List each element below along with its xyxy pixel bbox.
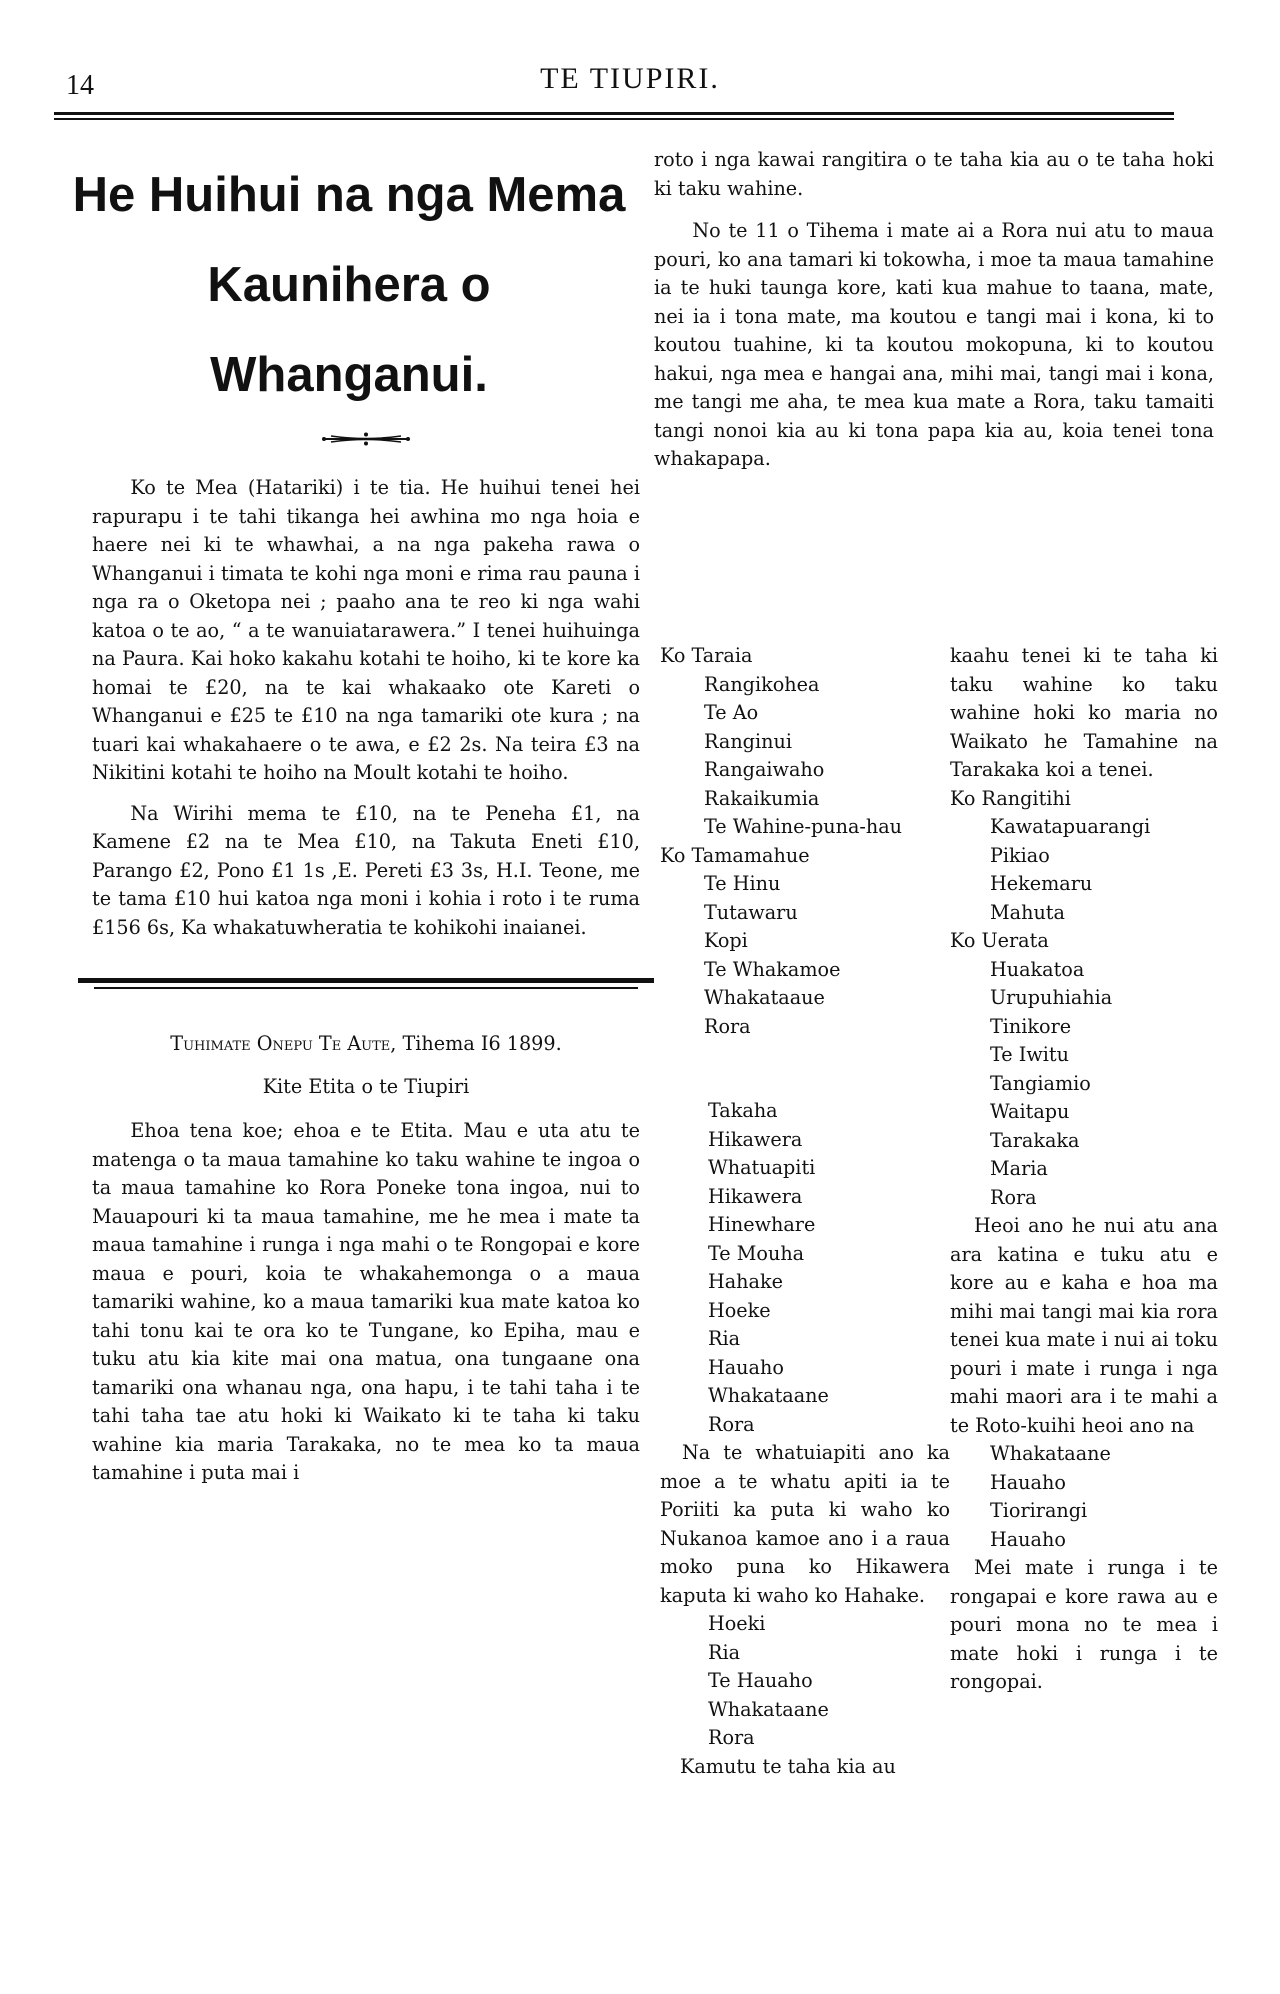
genealogy-entry: Rora <box>708 1412 755 1436</box>
genealogy-list <box>660 1097 950 1439</box>
genealogy-note: Na te whatuiapiti ano ka moe a te whatu apiti ia te Poriiti ka puta ki waho ko Nukanoa kamoe ano i a raua moko puna ko Hikawera kaputa ki waho ko Hahake. <box>660 1441 950 1607</box>
genealogy-entry: Maria <box>990 1157 1048 1180</box>
genealogy-entry: Te Hauaho <box>708 1669 813 1692</box>
letter-paragraph: No te 11 o Tihema i mate ai a Rora nui atu to maua pouri, ko ana tamari ki tokowha, i moe ta maua tamahine ia te huki taunga kore, kati kua mahue to taana, mate, nei ia i tona mate, ma koutou e tangi mai i kona, ki to koutou tuahine, ki ta koutou mokopuna, ki to koutou hakui, nga mea e hangai ana, mihi mai, tangi mai i kona, me tangi me aha, te mea kua mate a Rora, taku tamaiti tangi nonoi kia au ki tona papa kia au, koia tenei tona whakapapa. <box>654 219 1214 470</box>
genealogy-entry: Tinikore <box>990 1014 1072 1038</box>
genealogy-entry: Hikawera <box>708 1127 803 1151</box>
genealogy-entry: Te Hinu <box>704 872 781 895</box>
running-head: TE TIUPIRI. <box>540 62 720 95</box>
genealogy-close: Kamutu te taha kia au <box>680 1754 896 1778</box>
genealogy-entry: Whakataane <box>990 1442 1111 1465</box>
genealogy-entry: Rangaiwaho <box>704 758 825 781</box>
genealogy-list <box>660 1610 950 1753</box>
genealogy-entry: Whakataane <box>708 1384 829 1407</box>
genealogy-entry: Te Ao <box>704 701 759 724</box>
genealogy-entry: Hauaho <box>990 1527 1066 1551</box>
genealogy-entry: Rakaikumia <box>704 786 820 810</box>
genealogy-note: kaahu tenei ki te taha ki taku wahine ko taku wahine hoki ko maria no Waikato he Tamahine na Tarakaka koi a tenei. <box>950 644 1218 781</box>
genealogy-column-right <box>950 642 1218 1697</box>
genealogy-list <box>950 956 1218 1213</box>
genealogy-entry: Rangikohea <box>704 672 820 696</box>
article-paragraph: Ko te Mea (Hatariki) i te tia. He huihui tenei hei rapurapu i te tahi tikanga hei awhina mo nga hoia e haere nei ki te whawhai, a na nga pakeha rawa o Whanganui i timata te kohi nga moni e rima rau pauna i nga ra o Oketopa nei ; paaho ana te reo ki nga wahi katoa o te ao, “ a te wanuiatarawera.” I tenei huihuinga na Paura. Kai hoko kakahu kotahi te hoiho, ki te kore ka homai te £20, na te kai whakaako ote Kareti o Whanganui e £25 te £10 na nga tamariki ote kura ; na tuari kai whakahaere o te awa, e £2 2s. Na teira £3 na Nikitini kotahi te hoiho na Moult kotahi te hoiho. <box>92 476 640 784</box>
genealogy-entry: Ria <box>708 1640 741 1664</box>
letter-dateline <box>92 1030 640 1059</box>
genealogy-entry: Takaha <box>708 1099 778 1122</box>
genealogy-entry: Whakataane <box>708 1697 829 1721</box>
article-title <box>54 150 644 420</box>
genealogy-entry: Kawatapuarangi <box>990 815 1151 838</box>
genealogy-entry: Te Wahine-puna-hau <box>704 815 903 838</box>
title-line: Whanganui. <box>210 348 488 402</box>
genealogy-list <box>660 642 950 1041</box>
genealogy-entry: Hauaho <box>990 1470 1066 1494</box>
genealogy-entry: Ria <box>708 1327 741 1350</box>
genealogy-entry: Te Iwitu <box>990 1043 1069 1066</box>
genealogy-entry: Hoeki <box>708 1612 766 1635</box>
genealogy-entry: Huakatoa <box>990 957 1085 981</box>
ornament-divider-icon <box>321 432 411 446</box>
closing-paragraph: Heoi ano he nui atu ana ara katina e tuku atu e kore au e kaha e hoa ma mihi mai tangi mai kia rora tenei kua mate i nui ai toku pouri i mate i runga i nga mahi maori ara i te mahi a te Roto-kuihi heoi ano na <box>950 1214 1218 1437</box>
genealogy-entry: Te Whakamoe <box>704 957 841 981</box>
genealogy-entry: Whakataaue <box>704 986 825 1009</box>
genealogy-entry: Hekemaru <box>990 872 1093 895</box>
genealogy-entry: Rora <box>704 1014 751 1038</box>
title-line: Kaunihera o <box>207 258 491 312</box>
genealogy-list <box>950 813 1218 927</box>
letter-paragraph-continued: roto i nga kawai rangitira o te taha kia au o te taha hoki ki taku wahine. <box>654 148 1214 200</box>
genealogy-entry: Hinewhare <box>708 1213 816 1236</box>
closing-paragraph: Mei mate i runga i te rongapai e kore rawa au e pouri mona no te mea i mate hoki i runga i te rongopai. <box>950 1556 1218 1693</box>
genealogy-entry: Te Mouha <box>708 1241 805 1265</box>
genealogy-entry: Ranginui <box>704 729 792 753</box>
genealogy-entry: Whatuapiti <box>708 1156 816 1179</box>
genealogy-entry: Tutawaru <box>704 900 798 924</box>
title-line: He Huihui na nga Mema <box>72 168 626 222</box>
genealogy-entry: Rora <box>990 1185 1037 1209</box>
genealogy-entry: Pikiao <box>990 843 1050 867</box>
article-paragraph: Na Wirihi mema te £10, na te Peneha £1, na Kamene £2 na te Mea £10, na Takuta Eneti £10, Parango £2, Pono £1 1s ,E. Pereti £3 3s, H.I. Teone, me te tama £10 hui katoa nga moni i kohia i roto i te ruma £156 6s, Ka whakatuwheratia te kohikohi inaianei. <box>92 801 640 939</box>
genealogy-entry: Ko Tamamahue <box>660 843 810 867</box>
letter-salutation: Kite Etita o te Tiupiri <box>262 1074 470 1098</box>
genealogy-entry: Ko Taraia <box>660 644 753 667</box>
genealogy-entry: Urupuhiahia <box>990 986 1113 1009</box>
genealogy-entry: Tiorirangi <box>990 1499 1088 1522</box>
genealogy-column-left <box>660 642 950 1781</box>
section-divider <box>78 978 654 992</box>
genealogy-entry: Kopi <box>704 929 748 952</box>
genealogy-entry: Rora <box>708 1726 755 1749</box>
genealogy-entry: Mahuta <box>990 900 1065 924</box>
genealogy-entry: Hoeke <box>708 1298 771 1322</box>
dateline-place: Tuhimate Onepu Te Aute, <box>170 1032 397 1055</box>
left-column <box>72 150 640 1488</box>
letter-paragraph: Ehoa tena koe; ehoa e te Etita. Mau e uta atu te matenga o ta maua tamahine ko taku wahine te ingoa o ta maua tamahine ko Rora Poneke tona ingoa, nui to Mauapouri ki ta maua tamahine, me he mea i mate ta maua tamahine i runga i nga mahi o te Rongopai e kore maua e pouri, koia te whakahemonga o a maua tamariki wahine, ko a maua tamariki kua mate katoa ko tahi tonu kai te ora ko te Tungane, ko Epiha, mau e tuku atu kia kite mai ona matua, ona tungaane ona tamariki ona whanau nga, ona hapu, i te tahi taha i te tahi taha tae atu hoki ki Waikato ki te taha ki taku wahine kia maria Tarakaka, no te mea ko ta maua tamahine i puta mai i <box>92 1119 640 1484</box>
header-double-rule <box>54 112 1174 122</box>
dateline-date: Tihema I6 1899. <box>402 1032 562 1055</box>
genealogy-entry: Tangiamio <box>990 1071 1091 1095</box>
signatory-list <box>950 1440 1218 1554</box>
genealogy-head: Ko Uerata <box>950 929 1049 952</box>
genealogy-entry: Waitapu <box>990 1100 1070 1123</box>
genealogy-entry: Hahake <box>708 1270 783 1293</box>
genealogy-entry: Hikawera <box>708 1184 803 1208</box>
page-number: 14 <box>66 70 94 101</box>
genealogy-entry: Hauaho <box>708 1355 784 1379</box>
right-column-top <box>654 146 1214 474</box>
genealogy-head: Ko Rangitihi <box>950 786 1071 810</box>
genealogy-entry: Tarakaka <box>990 1128 1080 1152</box>
